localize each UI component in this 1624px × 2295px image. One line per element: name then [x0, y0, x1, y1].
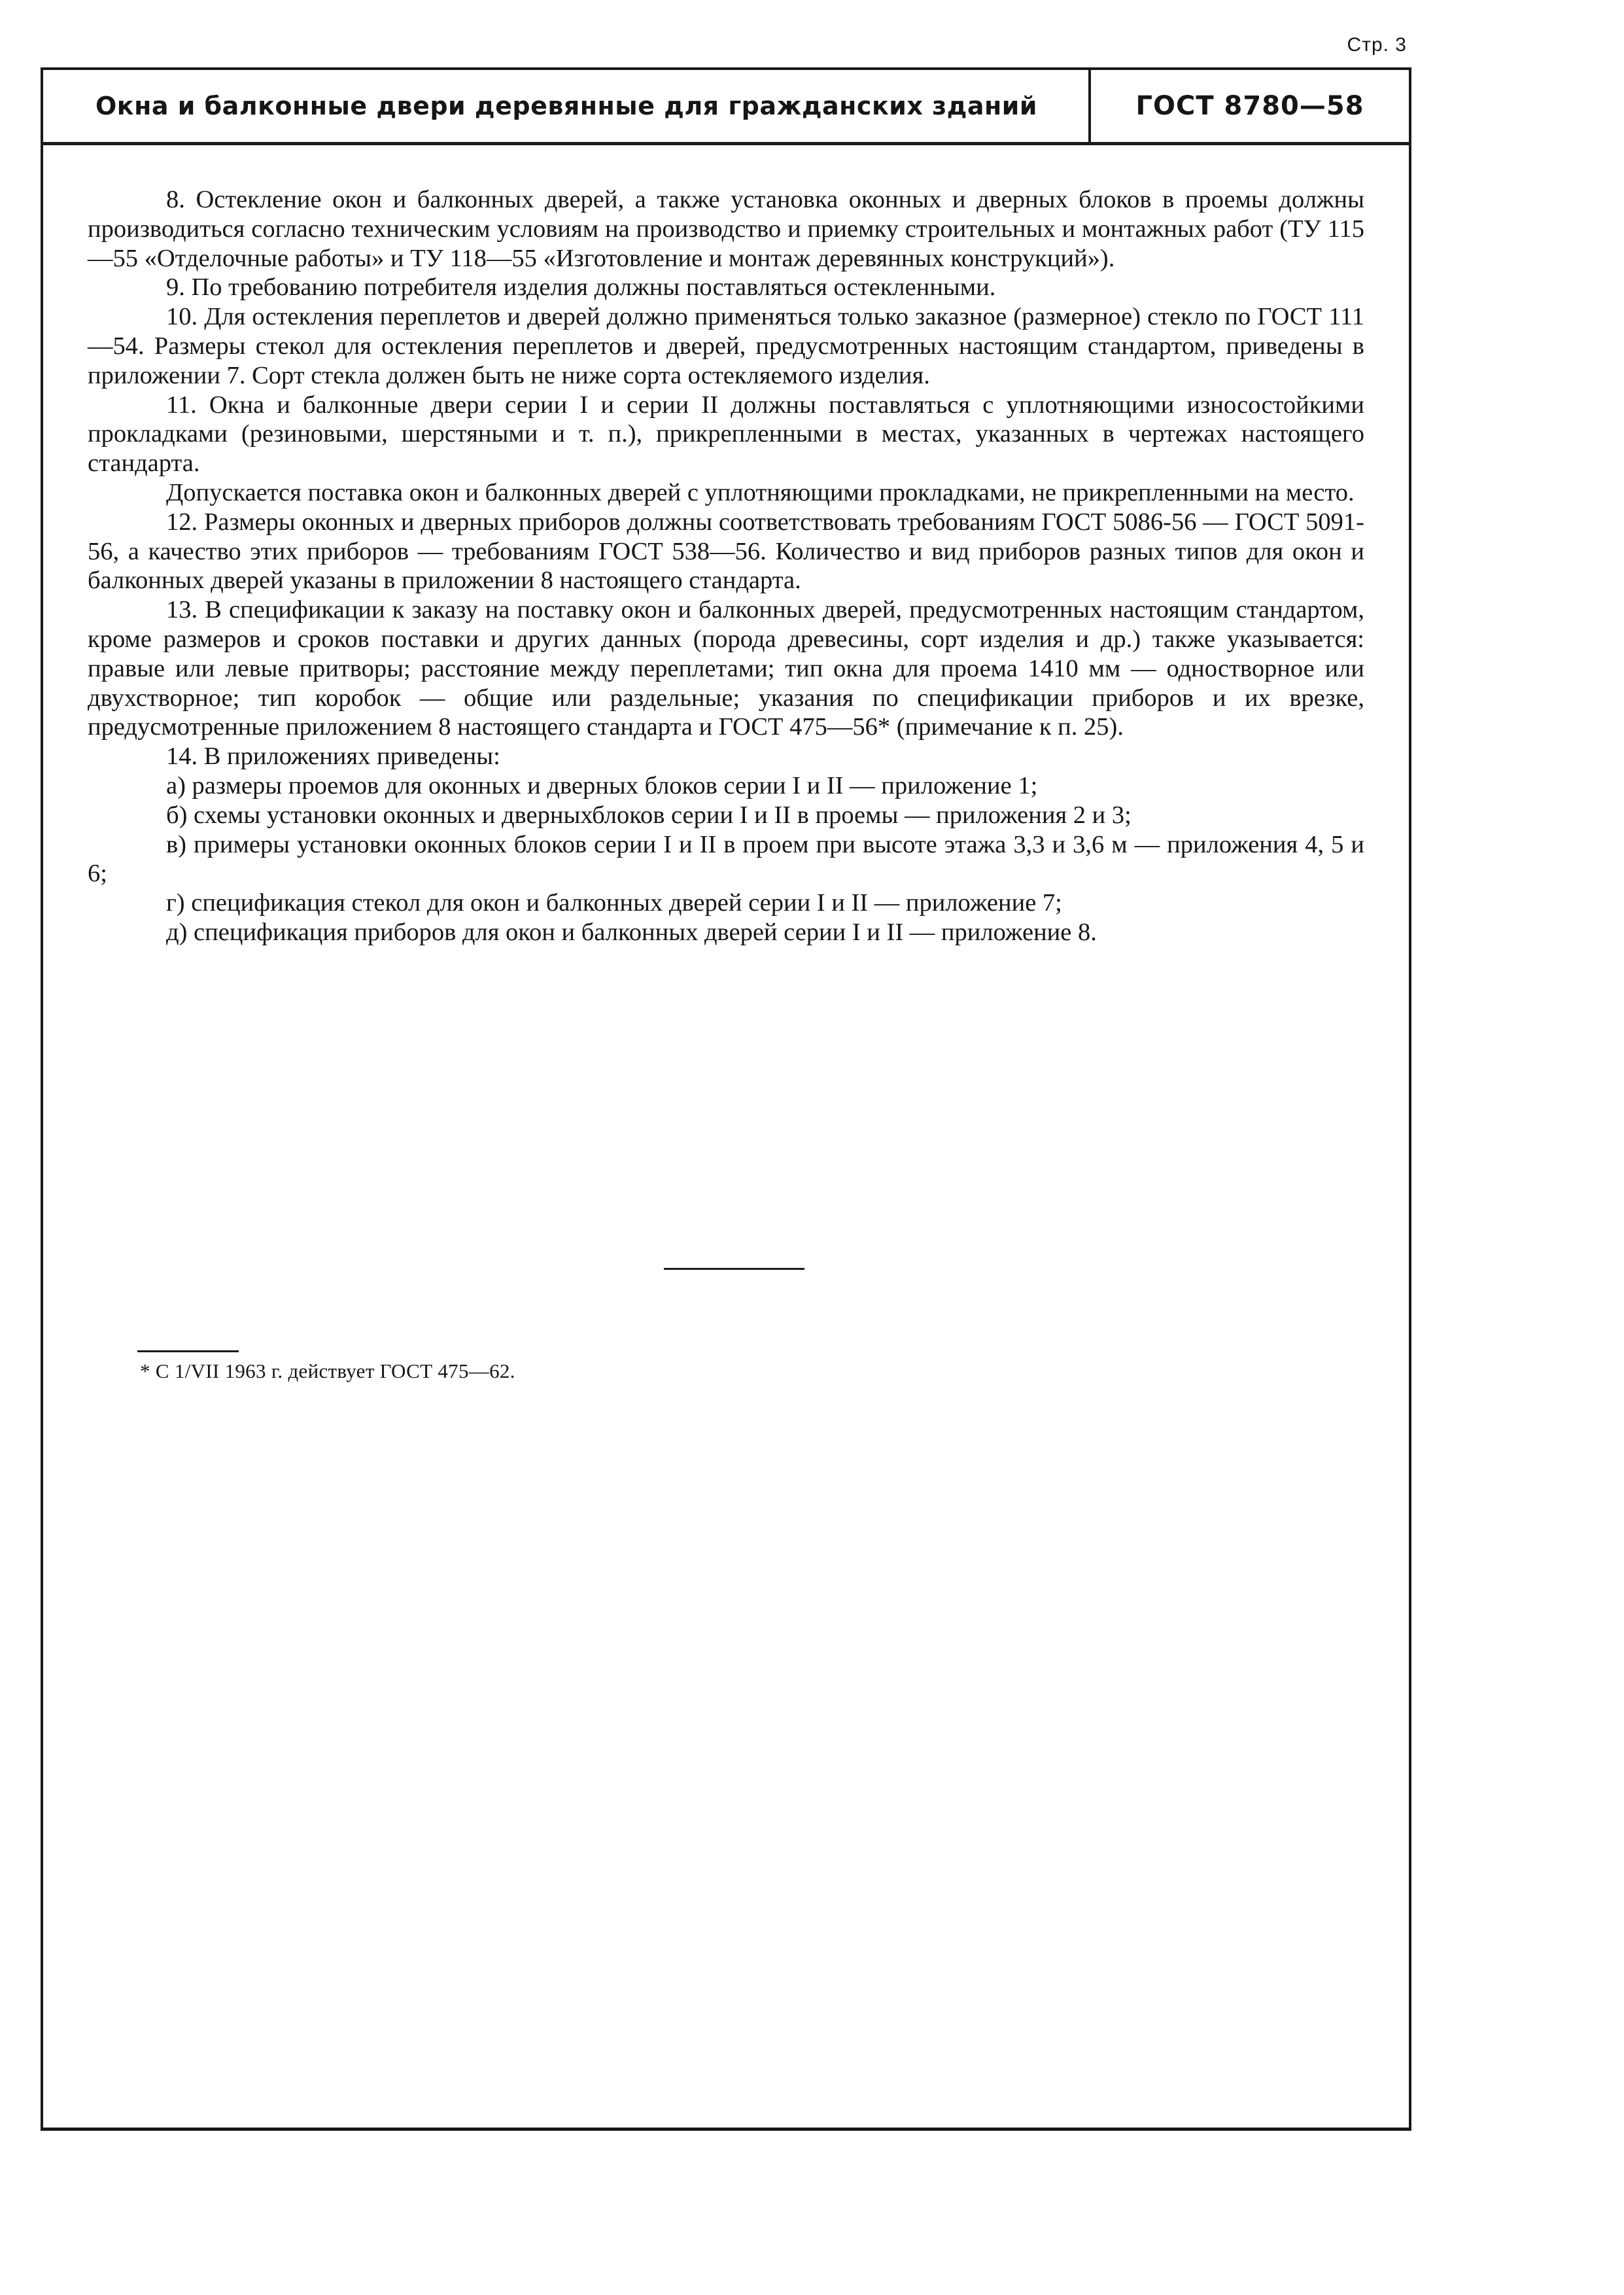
- list-item-d: д) спецификация приборов для окон и балконных дверей серии I и II — приложение 8.: [166, 918, 1097, 946]
- paragraph-13: 13. В спецификации к заказу на поставку окон и балконных дверей, предусмотренных настоящим стандартом, кроме размеров и сроков поставки и других данных (порода древесины, сорт изделия и др.) также указывается: правые или левые притворы; расстояние между переплетами; тип окна для проема 1410 мм — одностворное или двухстворное; тип коробок — общие или раздельные; указания по спецификации приборов и их врезке, предусмотренные приложением 8 настоящего стандарта и ГОСТ 475—56* (примечание к п. 25).: [88, 596, 1364, 741]
- section-end-rule: [664, 1268, 804, 1270]
- paragraph-9: 9. По требованию потребителя изделия должны поставляться остекленными.: [166, 273, 996, 302]
- frame-bottom-rule: [41, 2128, 1411, 2131]
- page-number: Стр. 3: [1347, 34, 1407, 56]
- paragraph-14: 14. В приложениях приведены:: [166, 743, 500, 771]
- running-header: [43, 70, 1409, 145]
- paragraph-11-note: Допускается поставка окон и балконных дверей с уплотняющими прокладками, не прикрепленными на место.: [166, 478, 1355, 506]
- list-item-b: б) схемы установки оконных и дверныхблоков серии I и II в проемы — приложения 2 и 3;: [166, 801, 1132, 829]
- paragraph-11: 11. Окна и балконные двери серии I и серии II должны поставляться с уплотняющими износостойкими прокладками (резиновыми, шерстяными и т. п.), прикрепленными в местах, указанных в чертежах настоящего стандарта.: [88, 391, 1364, 478]
- footnote: * С 1/VII 1963 г. действует ГОСТ 475—62.: [140, 1359, 515, 1382]
- paragraph-10: 10. Для остекления переплетов и дверей должно применяться только заказное (размерное) стекло по ГОСТ 111—54. Размеры стекол для остекления переплетов и дверей, предусмотренных настоящим стандартом, приведены в приложении 7. Сорт стекла должен быть не ниже сорта остекляемого изделия.: [88, 303, 1364, 389]
- paragraph-12: 12. Размеры оконных и дверных приборов должны соответствовать требованиям ГОСТ 5086-56 — ГОСТ 5091-56, а качество этих приборов — требованиям ГОСТ 538—56. Количество и вид приборов разных типов для окон и балконных дверей указаны в приложении 8 настоящего стандарта.: [88, 508, 1364, 595]
- list-item-v: в) примеры установки оконных блоков серии I и II в проем при высоте этажа 3,3 и 3,6 м — приложения 4, 5 и 6;: [88, 830, 1364, 888]
- list-item-a: а) размеры проемов для оконных и дверных блоков серии I и II — приложение 1;: [166, 771, 1038, 799]
- paragraph-8: 8. Остекление окон и балконных дверей, а также установка оконных и дверных блоков в проемы должны производиться согласно техническим условиям на производство и приемку строительных и монтажных работ (ТУ 115—55 «Отделочные работы» и ТУ 118—55 «Изготовление и монтаж деревянных конструкций»).: [88, 186, 1364, 272]
- standard-code: ГОСТ 8780—58: [1135, 91, 1364, 121]
- footnote-rule: [137, 1350, 239, 1352]
- document-body: [88, 185, 1364, 947]
- list-item-g: г) спецификация стекол для окон и балконных дверей серии I и II — приложение 7;: [166, 889, 1062, 917]
- header-title: Окна и балконные двери деревянные для гражданских зданий: [95, 92, 1038, 120]
